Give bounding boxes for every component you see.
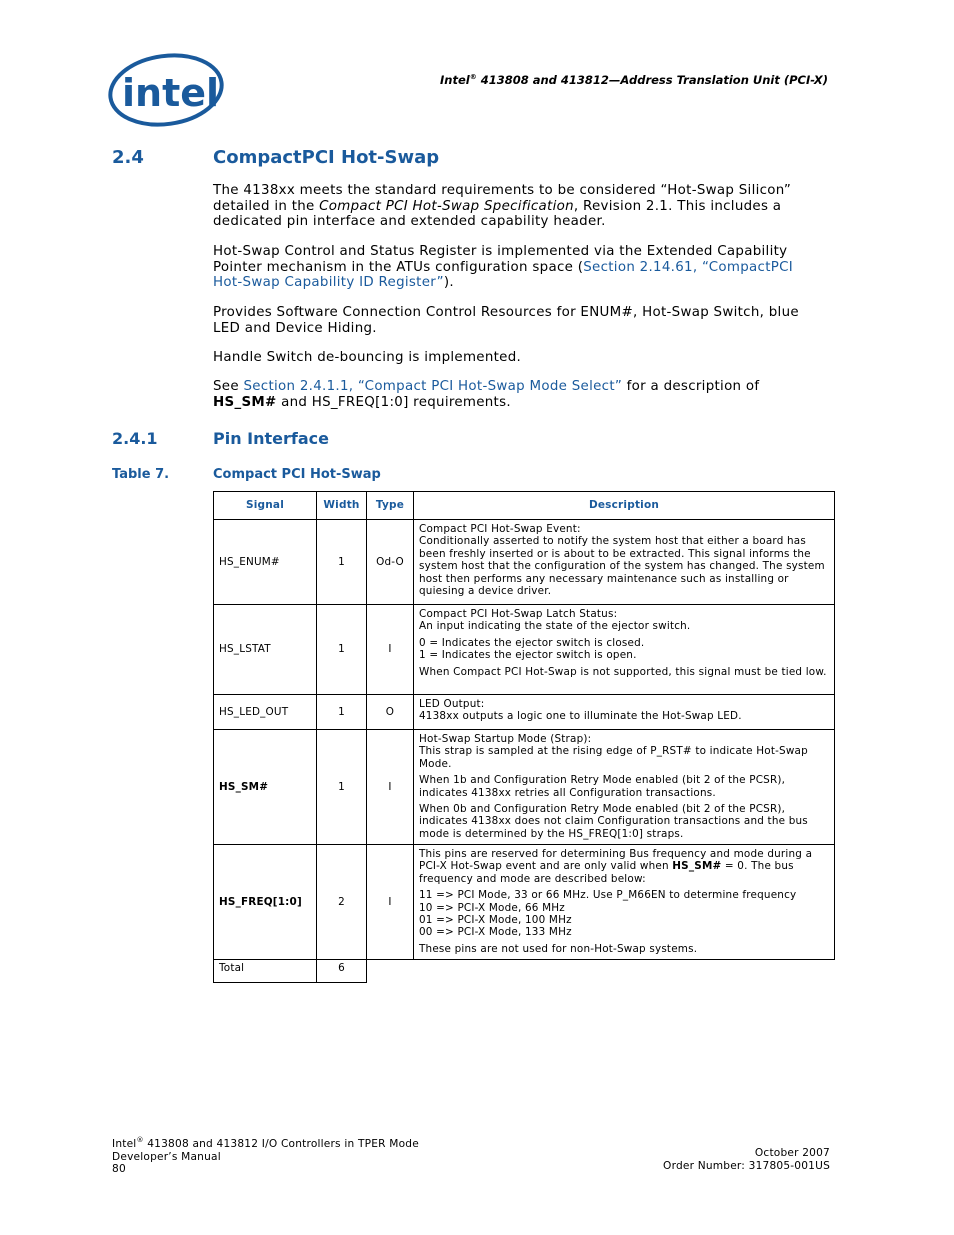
paragraph-1 <box>213 183 823 230</box>
subsection-number: 2.4.1 <box>112 429 158 448</box>
cell-description <box>414 520 835 605</box>
cell-width: 1 <box>317 605 367 695</box>
cell-width: 1 <box>317 730 367 845</box>
svg-text:intel: intel <box>122 71 220 115</box>
cell-description <box>414 605 835 695</box>
desc-line: When 0b and Configuration Retry Mode enabled (bit 2 of the PCSR), indicates 4138xx does not claim Configuration transactions and the bus mode is determined by the HS_FREQ[1:0] straps. <box>419 803 808 840</box>
desc-line: When Compact PCI Hot-Swap is not supported, this signal must be tied low. <box>419 665 827 678</box>
desc-line: Hot-Swap Startup Mode (Strap): <box>419 733 592 745</box>
cell-type: Od-O <box>367 520 414 605</box>
p5-text-b: for a description of <box>622 379 760 394</box>
footer-date: October 2007 <box>754 1147 830 1159</box>
table-row <box>214 520 835 605</box>
desc-text: = 0. The bus frequency and mode are described below: <box>419 860 794 885</box>
table-label: Table 7. <box>112 467 170 482</box>
footer-right <box>663 1147 830 1172</box>
desc-line: These pins are not used for non-Hot-Swap systems. <box>419 942 698 955</box>
table-title: Compact PCI Hot-Swap <box>213 467 381 482</box>
paragraph-2 <box>213 244 823 291</box>
p2-section-link[interactable]: Section 2.14.61, “CompactPCI Hot-Swap Capability ID Register” <box>213 259 794 290</box>
paragraph-4 <box>213 350 823 366</box>
desc-line: An input indicating the state of the ejector switch. <box>419 620 691 633</box>
footer-doc-title: 413808 and 413812 I/O Controllers in TPER Mode <box>143 1138 419 1150</box>
cell-signal: HS_ENUM# <box>214 520 317 605</box>
desc-text: This pins are reserved for determining Bus frequency and mode during a PCI-X Hot-Swap event and are only valid when <box>419 848 813 873</box>
p1-spec-name: Compact PCI Hot-Swap Specification <box>319 198 574 214</box>
table-row <box>214 730 835 845</box>
p3-text: Provides Software Connection Control Resources for ENUM#, Hot-Swap Switch, blue LED and Device Hiding. <box>213 305 799 336</box>
cell-description <box>414 845 835 960</box>
cell-type: I <box>367 730 414 845</box>
desc-line: Conditionally asserted to notify the system host that either a board has been freshly inserted or is about to be extracted. This signal informs the system host that the configuration of the system has changed. The system host then performs any necessary maintenance such as installing or quiesing a device driver. <box>419 535 825 598</box>
cell-type: I <box>367 605 414 695</box>
footer-manual: Developer’s Manual <box>112 1150 221 1163</box>
p5-text-c: and HS_FREQ[1:0] requirements. <box>276 394 511 410</box>
table-row <box>214 605 835 695</box>
cell-description <box>414 730 835 845</box>
cell-description <box>414 695 835 730</box>
cell-width: 1 <box>317 695 367 730</box>
desc-line <box>419 848 829 885</box>
header-width: Width <box>317 492 367 520</box>
cell-signal: HS_FREQ[1:0] <box>214 845 317 960</box>
desc-line: Compact PCI Hot-Swap Latch Status: <box>419 608 618 620</box>
header-description: Description <box>414 492 835 520</box>
p5-section-link[interactable]: Section 2.4.1.1, “Compact PCI Hot-Swap Mode Select” <box>243 379 623 394</box>
intel-logo <box>108 50 228 130</box>
footer-left <box>112 1134 419 1176</box>
desc-line: 4138xx outputs a logic one to illuminate the Hot-Swap LED. <box>419 710 742 723</box>
table-total-row <box>214 960 835 983</box>
p1-text-a: The 4138xx meets the standard requirements to be considered “Hot-Swap Silicon” detailed in the <box>213 183 792 214</box>
header-title: 413808 and 413812—Address Translation Unit (PCI-X) <box>476 73 828 87</box>
subsection-title: Pin Interface <box>213 429 329 448</box>
header-type: Type <box>367 492 414 520</box>
table-row <box>214 845 835 960</box>
p4-text: Handle Switch de-bouncing is implemented. <box>213 350 522 365</box>
total-label: Total <box>214 960 317 983</box>
desc-line: 0 = Indicates the ejector switch is closed. <box>419 636 645 649</box>
section-title: CompactPCI Hot-Swap <box>213 147 440 168</box>
cell-signal: HS_LSTAT <box>214 605 317 695</box>
cell-signal: HS_SM# <box>214 730 317 845</box>
desc-line: This strap is sampled at the rising edge of P_RST# to indicate Hot-Swap Mode. <box>419 745 808 770</box>
desc-line: 01 => PCI-X Mode, 100 MHz <box>419 914 572 927</box>
cell-type: O <box>367 695 414 730</box>
desc-line: 10 => PCI-X Mode, 66 MHz <box>419 901 565 914</box>
desc-line: Compact PCI Hot-Swap Event: <box>419 523 581 535</box>
paragraph-5 <box>213 379 823 410</box>
table-row <box>214 695 835 730</box>
header-reg: ® <box>469 73 477 81</box>
section-number: 2.4 <box>112 147 144 168</box>
desc-signal-name: HS_SM# <box>672 860 722 873</box>
cell-type: I <box>367 845 414 960</box>
p2-text-b: ). <box>443 275 454 290</box>
footer-reg: ® <box>136 1136 144 1144</box>
signal-table <box>213 491 835 983</box>
cell-signal: HS_LED_OUT <box>214 695 317 730</box>
desc-line: When 1b and Configuration Retry Mode enabled (bit 2 of the PCSR), indicates 4138xx retries all Configuration transactions. <box>419 774 786 799</box>
p1-text-b: , Revision 2.1. This includes a dedicated pin interface and extended capability header. <box>213 198 782 229</box>
table-header-row <box>214 492 835 520</box>
header-signal: Signal <box>214 492 317 520</box>
page-number: 80 <box>112 1163 126 1176</box>
running-header <box>440 73 828 87</box>
desc-line: LED Output: <box>419 698 485 710</box>
footer-order-number: Order Number: 317805-001US <box>663 1159 830 1172</box>
total-empty <box>367 960 835 983</box>
header-brand: Intel <box>440 73 470 87</box>
p2-text-a: Hot-Swap Control and Status Register is implemented via the Extended Capability Pointer mechanism in the ATUs configuration space ( <box>213 244 788 275</box>
p5-text-a: See <box>213 379 244 394</box>
desc-line: 11 => PCI Mode, 33 or 66 MHz. Use P_M66EN to determine frequency <box>419 889 797 902</box>
desc-line: 00 => PCI-X Mode, 133 MHz <box>419 926 572 939</box>
total-value: 6 <box>317 960 367 983</box>
cell-width: 2 <box>317 845 367 960</box>
cell-width: 1 <box>317 520 367 605</box>
p5-signal-name: HS_SM# <box>213 394 277 410</box>
desc-line: 1 = Indicates the ejector switch is open. <box>419 649 637 662</box>
footer-brand: Intel <box>112 1138 137 1150</box>
paragraph-3 <box>213 305 823 336</box>
